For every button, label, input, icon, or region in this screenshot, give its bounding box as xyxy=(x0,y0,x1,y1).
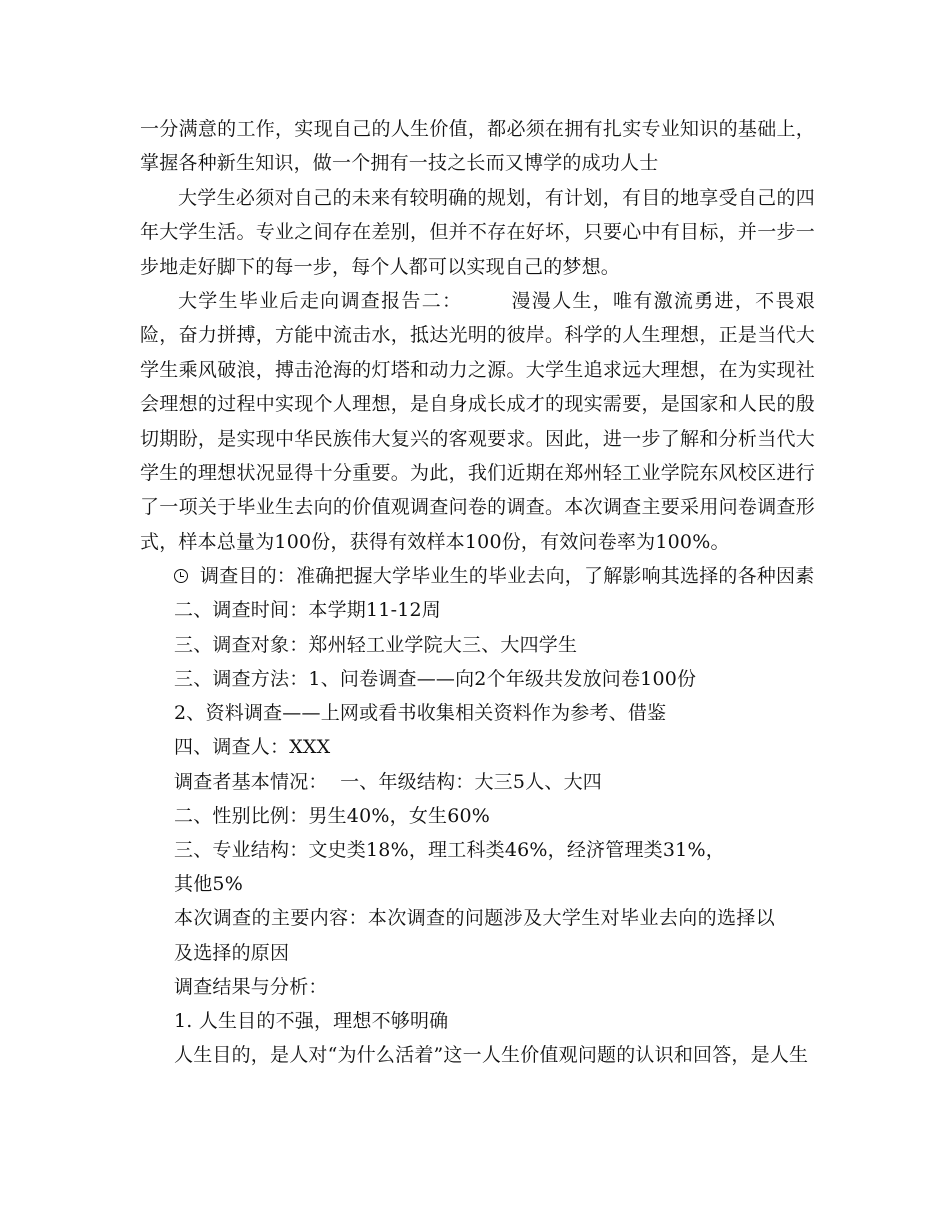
paragraph-3 xyxy=(140,284,815,559)
list-item-content: 本次调查的主要内容：本次调查的问题涉及大学生对毕业去向的选择以及选择的原因 xyxy=(174,907,775,964)
list-item-results: 调查结果与分析： xyxy=(174,975,328,998)
document-body xyxy=(140,112,815,1072)
list-item-finding-text: 人生目的，是人对“为什么活着”这一人生价值观问题的认识和回答，是人生 xyxy=(174,1044,809,1067)
list-item-method: 三、调查方法：1、问卷调查——向2个年级共发放问卷100份 xyxy=(174,667,697,690)
list-item-other: 其他5% xyxy=(174,873,243,896)
list-item-time: 二、调查时间：本学期11-12周 xyxy=(174,599,441,622)
list-item-subject: 三、调查对象：郑州轻工业学院大三、大四学生 xyxy=(174,633,578,656)
list-item-finding-1: 1. 人生目的不强，理想不够明确 xyxy=(174,1009,449,1032)
report-intro: 漫漫人生，唯有激流勇进，不畏艰险，奋力拼搏，方能中流击水，抵达光明的彼岸。科学的人生理想，正是当代大学生乘风破浪，搏击沧海的灯塔和动力之源。大学生追求远大理想，在为实现社会理想的过程中实现个人理想，是自身成长成才的现实需要，是国家和人民的殷切期盼，是实现中华民族伟大复兴的客观要求。因此，进一步了解和分析当代大学生的理想状况显得十分重要。为此，我们近期在郑州轻工业学院东风校区进行了一项关于毕业生去向的价值观调查问卷的调查。本次调查主要采用问卷调查形式，样本总量为100份，获得有效样本100份，有效问卷率为100%。 xyxy=(140,290,815,553)
clock-icon xyxy=(174,569,188,583)
list-item-purpose xyxy=(140,559,815,593)
list-item-text: 调查目的：准确把握大学毕业生的毕业去向，了解影响其选择的各种因素 xyxy=(200,565,815,588)
list-item-major: 三、专业结构：文史类18%，理工科类46%，经济管理类31%， xyxy=(174,838,725,861)
report-heading: 大学生毕业后走向调查报告二： xyxy=(178,290,463,313)
paragraph-2: 大学生必须对自己的未来有较明确的规划，有计划，有目的地享受自己的四年大学生活。专业之间存在差别，但并不存在好坏，只要心中有目标，并一步一步地走好脚下的每一步，每个人都可以实现自己的梦想。 xyxy=(140,186,815,278)
list-item-method-2: 2、资料调查——上网或看书收集相关资料作为参考、借鉴 xyxy=(174,702,667,725)
list-item-investigator: 四、调查人：XXX xyxy=(174,736,331,759)
list-item-gender: 二、性别比例：男生40%，女生60% xyxy=(174,804,491,827)
paragraph-1: 一分满意的工作，实现自己的人生价值，都必须在拥有扎实专业知识的基础上，掌握各种新生知识，做一个拥有一技之长而又博学的成功人士 xyxy=(140,118,815,175)
list-item-basic-info: 调查者基本情况： 一、年级结构：大三5人、大四 xyxy=(174,770,602,793)
